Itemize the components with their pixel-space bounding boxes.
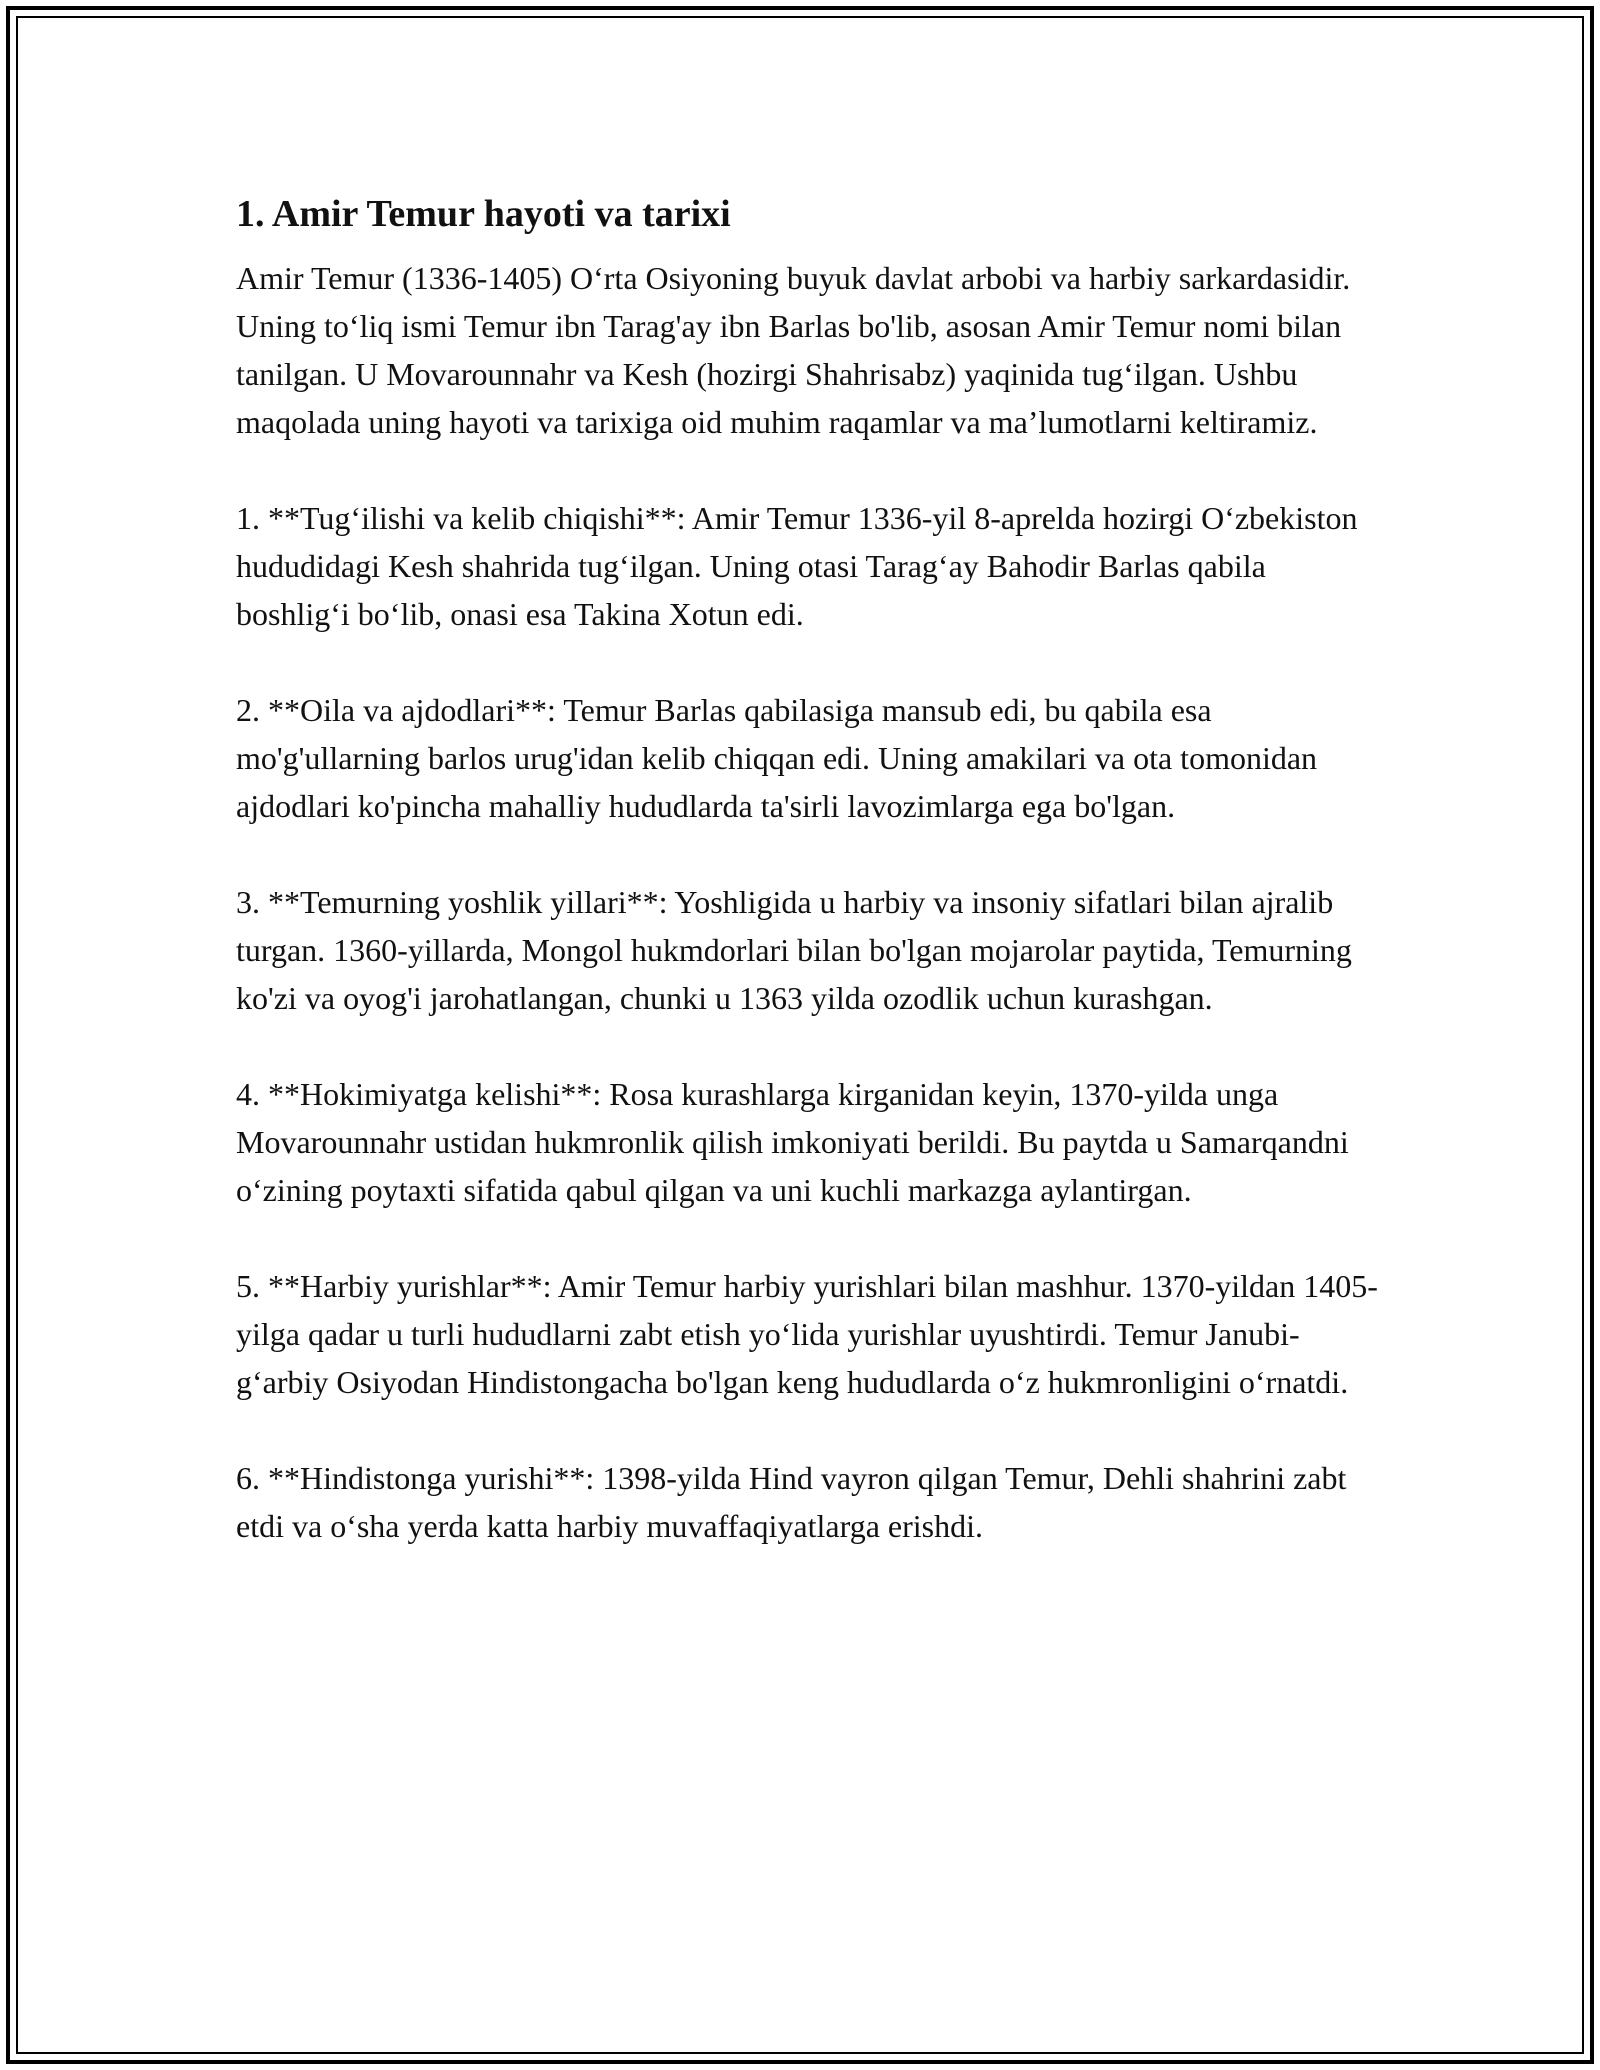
document-body: [236, 186, 1386, 1598]
intro-paragraph: Amir Temur (1336-1405) O‘rta Osiyoning buyuk davlat arbobi va harbiy sarkardasidir. Uning to‘liq ismi Temur ibn Tarag'ay ibn Barlas bo'lib, asosan Amir Temur nomi bilan tanilgan. U Movarounnahr va Kesh (hozirgi Shahrisabz) yaqinida tug‘ilgan. Ushbu maqolada uning hayoti va tarixiga oid muhim raqamlar va ma’lumotlarni keltiramiz.: [236, 260, 1351, 440]
paragraph-family: 2. **Oila va ajdodlari**: Temur Barlas qabilasiga mansub edi, bu qabila esa mo'g'ullarning barlos urug'idan kelib chiqqan edi. Uning amakilari va ota tomonidan ajdodlari ko'pincha mahalliy hududlarda ta'sirli lavozimlarga ega bo'lgan.: [236, 692, 1318, 824]
paragraph-india-campaign: 6. **Hindistonga yurishi**: 1398-yilda Hind vayron qilgan Temur, Dehli shahrini zabt etdi va o‘sha yerda katta harbiy muvaffaqiyatlarga erishdi.: [236, 1460, 1347, 1544]
paragraph-youth: 3. **Temurning yoshlik yillari**: Yoshligida u harbiy va insoniy sifatlari bilan ajralib turgan. 1360-yillarda, Mongol hukmdorlari bilan bo'lgan mojarolar paytida, Temurning ko'zi va oyog'i jarohatlangan, chunki u 1363 yilda ozodlik uchun kurashgan.: [236, 884, 1352, 1016]
paragraph-rise-to-power: 4. **Hokimiyatga kelishi**: Rosa kurashlarga kirganidan keyin, 1370-yilda unga Movarounnahr ustidan hukmronlik qilish imkoniyati berildi. Bu paytda u Samarqandni o‘zining poytaxti sifatida qabul qilgan va uni kuchli markazga aylantirgan.: [236, 1076, 1349, 1208]
document-title: 1. Amir Temur hayoti va tarixi: [236, 193, 731, 235]
paragraph-birth: 1. **Tug‘ilishi va kelib chiqishi**: Amir Temur 1336-yil 8-aprelda hozirgi O‘zbekiston hududidagi Kesh shahrida tug‘ilgan. Uning otasi Tarag‘ay Bahodir Barlas qabila boshlig‘i bo‘lib, onasi esa Takina Xotun edi.: [236, 500, 1358, 632]
paragraph-campaigns: 5. **Harbiy yurishlar**: Amir Temur harbiy yurishlari bilan mashhur. 1370-yildan 1405-yilga qadar u turli hududlarni zabt etish yo‘lida yurishlar uyushtirdi. Temur Janubi-g‘arbiy Osiyodan Hindistongacha bo'lgan keng hududlarda o‘z hukmronligini o‘rnatdi.: [236, 1268, 1378, 1400]
